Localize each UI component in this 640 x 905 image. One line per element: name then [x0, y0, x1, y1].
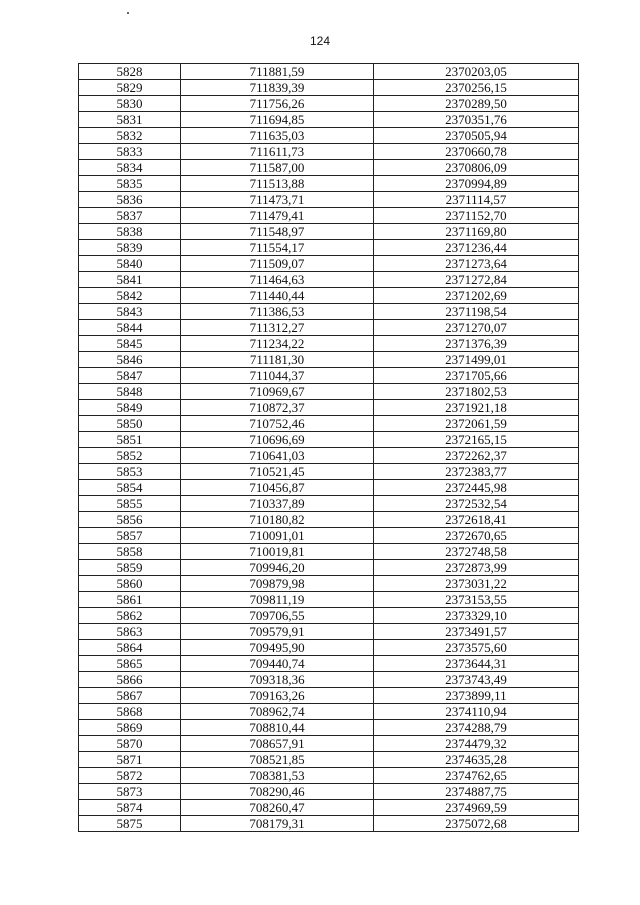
y-coordinate-cell: 2372061,59	[374, 416, 579, 432]
point-number-cell: 5872	[79, 768, 181, 784]
table-row	[79, 400, 579, 416]
table-row	[79, 336, 579, 352]
point-number-cell: 5832	[79, 128, 181, 144]
point-number-cell: 5857	[79, 528, 181, 544]
scan-speck	[127, 12, 129, 14]
y-coordinate-cell: 2371152,70	[374, 208, 579, 224]
y-coordinate-cell: 2371705,66	[374, 368, 579, 384]
table-row	[79, 816, 579, 832]
y-coordinate-cell: 2372262,37	[374, 448, 579, 464]
y-coordinate-cell: 2373644,31	[374, 656, 579, 672]
point-number-cell: 5841	[79, 272, 181, 288]
table-row	[79, 672, 579, 688]
table-row	[79, 528, 579, 544]
y-coordinate-cell: 2371802,53	[374, 384, 579, 400]
x-coordinate-cell: 708810,44	[181, 720, 374, 736]
y-coordinate-cell: 2371499,01	[374, 352, 579, 368]
y-coordinate-cell: 2374479,32	[374, 736, 579, 752]
x-coordinate-cell: 711611,73	[181, 144, 374, 160]
point-number-cell: 5875	[79, 816, 181, 832]
point-number-cell: 5837	[79, 208, 181, 224]
table-row	[79, 736, 579, 752]
y-coordinate-cell: 2374762,65	[374, 768, 579, 784]
x-coordinate-cell: 711386,53	[181, 304, 374, 320]
point-number-cell: 5855	[79, 496, 181, 512]
point-number-cell: 5852	[79, 448, 181, 464]
point-number-cell: 5847	[79, 368, 181, 384]
table-row	[79, 112, 579, 128]
point-number-cell: 5854	[79, 480, 181, 496]
table-row	[79, 576, 579, 592]
point-number-cell: 5867	[79, 688, 181, 704]
table-row	[79, 432, 579, 448]
x-coordinate-cell: 711181,30	[181, 352, 374, 368]
y-coordinate-cell: 2374969,59	[374, 800, 579, 816]
x-coordinate-cell: 708521,85	[181, 752, 374, 768]
table-row	[79, 512, 579, 528]
coordinates-table-body	[79, 64, 579, 832]
point-number-cell: 5831	[79, 112, 181, 128]
y-coordinate-cell: 2371236,44	[374, 240, 579, 256]
x-coordinate-cell: 711881,59	[181, 64, 374, 80]
y-coordinate-cell: 2373031,22	[374, 576, 579, 592]
y-coordinate-cell: 2371376,39	[374, 336, 579, 352]
x-coordinate-cell: 711440,44	[181, 288, 374, 304]
x-coordinate-cell: 708260,47	[181, 800, 374, 816]
point-number-cell: 5856	[79, 512, 181, 528]
point-number-cell: 5828	[79, 64, 181, 80]
y-coordinate-cell: 2373743,49	[374, 672, 579, 688]
x-coordinate-cell: 709495,90	[181, 640, 374, 656]
x-coordinate-cell: 711839,39	[181, 80, 374, 96]
x-coordinate-cell: 709440,74	[181, 656, 374, 672]
x-coordinate-cell: 709706,55	[181, 608, 374, 624]
y-coordinate-cell: 2373153,55	[374, 592, 579, 608]
table-row	[79, 464, 579, 480]
point-number-cell: 5865	[79, 656, 181, 672]
x-coordinate-cell: 711513,88	[181, 176, 374, 192]
table-row	[79, 128, 579, 144]
table-row	[79, 800, 579, 816]
y-coordinate-cell: 2374288,79	[374, 720, 579, 736]
x-coordinate-cell: 709163,26	[181, 688, 374, 704]
table-row	[79, 256, 579, 272]
point-number-cell: 5861	[79, 592, 181, 608]
x-coordinate-cell: 710019,81	[181, 544, 374, 560]
x-coordinate-cell: 711548,97	[181, 224, 374, 240]
x-coordinate-cell: 709579,91	[181, 624, 374, 640]
table-row	[79, 768, 579, 784]
x-coordinate-cell: 711509,07	[181, 256, 374, 272]
y-coordinate-cell: 2371198,54	[374, 304, 579, 320]
x-coordinate-cell: 708381,53	[181, 768, 374, 784]
x-coordinate-cell: 709879,98	[181, 576, 374, 592]
table-row	[79, 176, 579, 192]
point-number-cell: 5835	[79, 176, 181, 192]
point-number-cell: 5842	[79, 288, 181, 304]
x-coordinate-cell: 711479,41	[181, 208, 374, 224]
x-coordinate-cell: 710872,37	[181, 400, 374, 416]
x-coordinate-cell: 710337,89	[181, 496, 374, 512]
y-coordinate-cell: 2372873,99	[374, 560, 579, 576]
y-coordinate-cell: 2370994,89	[374, 176, 579, 192]
x-coordinate-cell: 709318,36	[181, 672, 374, 688]
y-coordinate-cell: 2373575,60	[374, 640, 579, 656]
y-coordinate-cell: 2372618,41	[374, 512, 579, 528]
point-number-cell: 5840	[79, 256, 181, 272]
y-coordinate-cell: 2370806,09	[374, 160, 579, 176]
y-coordinate-cell: 2371169,80	[374, 224, 579, 240]
x-coordinate-cell: 710091,01	[181, 528, 374, 544]
point-number-cell: 5839	[79, 240, 181, 256]
y-coordinate-cell: 2371272,84	[374, 272, 579, 288]
table-row	[79, 688, 579, 704]
point-number-cell: 5849	[79, 400, 181, 416]
x-coordinate-cell: 708657,91	[181, 736, 374, 752]
x-coordinate-cell: 711312,27	[181, 320, 374, 336]
y-coordinate-cell: 2370351,76	[374, 112, 579, 128]
table-row	[79, 192, 579, 208]
x-coordinate-cell: 708962,74	[181, 704, 374, 720]
x-coordinate-cell: 709811,19	[181, 592, 374, 608]
y-coordinate-cell: 2372383,77	[374, 464, 579, 480]
point-number-cell: 5866	[79, 672, 181, 688]
x-coordinate-cell: 710180,82	[181, 512, 374, 528]
x-coordinate-cell: 709946,20	[181, 560, 374, 576]
point-number-cell: 5843	[79, 304, 181, 320]
y-coordinate-cell: 2373491,57	[374, 624, 579, 640]
y-coordinate-cell: 2371273,64	[374, 256, 579, 272]
y-coordinate-cell: 2374110,94	[374, 704, 579, 720]
table-row	[79, 448, 579, 464]
y-coordinate-cell: 2372670,65	[374, 528, 579, 544]
point-number-cell: 5873	[79, 784, 181, 800]
x-coordinate-cell: 708290,46	[181, 784, 374, 800]
x-coordinate-cell: 711473,71	[181, 192, 374, 208]
point-number-cell: 5859	[79, 560, 181, 576]
x-coordinate-cell: 710641,03	[181, 448, 374, 464]
x-coordinate-cell: 711635,03	[181, 128, 374, 144]
table-row	[79, 656, 579, 672]
y-coordinate-cell: 2373899,11	[374, 688, 579, 704]
x-coordinate-cell: 711234,22	[181, 336, 374, 352]
point-number-cell: 5874	[79, 800, 181, 816]
point-number-cell: 5845	[79, 336, 181, 352]
table-row	[79, 416, 579, 432]
x-coordinate-cell: 711587,00	[181, 160, 374, 176]
x-coordinate-cell: 711044,37	[181, 368, 374, 384]
y-coordinate-cell: 2371202,69	[374, 288, 579, 304]
y-coordinate-cell: 2371270,07	[374, 320, 579, 336]
y-coordinate-cell: 2372445,98	[374, 480, 579, 496]
point-number-cell: 5871	[79, 752, 181, 768]
table-row	[79, 720, 579, 736]
y-coordinate-cell: 2370505,94	[374, 128, 579, 144]
point-number-cell: 5860	[79, 576, 181, 592]
table-row	[79, 640, 579, 656]
point-number-cell: 5830	[79, 96, 181, 112]
point-number-cell: 5870	[79, 736, 181, 752]
x-coordinate-cell: 708179,31	[181, 816, 374, 832]
y-coordinate-cell: 2375072,68	[374, 816, 579, 832]
x-coordinate-cell: 711554,17	[181, 240, 374, 256]
y-coordinate-cell: 2373329,10	[374, 608, 579, 624]
point-number-cell: 5858	[79, 544, 181, 560]
y-coordinate-cell: 2370660,78	[374, 144, 579, 160]
point-number-cell: 5838	[79, 224, 181, 240]
point-number-cell: 5869	[79, 720, 181, 736]
table-row	[79, 64, 579, 80]
table-row	[79, 384, 579, 400]
point-number-cell: 5850	[79, 416, 181, 432]
x-coordinate-cell: 710456,87	[181, 480, 374, 496]
table-row	[79, 96, 579, 112]
table-row	[79, 368, 579, 384]
y-coordinate-cell: 2372165,15	[374, 432, 579, 448]
point-number-cell: 5851	[79, 432, 181, 448]
point-number-cell: 5864	[79, 640, 181, 656]
table-row	[79, 144, 579, 160]
point-number-cell: 5868	[79, 704, 181, 720]
y-coordinate-cell: 2371921,18	[374, 400, 579, 416]
point-number-cell: 5846	[79, 352, 181, 368]
table-row	[79, 592, 579, 608]
point-number-cell: 5833	[79, 144, 181, 160]
table-row	[79, 496, 579, 512]
table-row	[79, 224, 579, 240]
point-number-cell: 5836	[79, 192, 181, 208]
x-coordinate-cell: 711756,26	[181, 96, 374, 112]
x-coordinate-cell: 711694,85	[181, 112, 374, 128]
y-coordinate-cell: 2371114,57	[374, 192, 579, 208]
x-coordinate-cell: 710696,69	[181, 432, 374, 448]
point-number-cell: 5844	[79, 320, 181, 336]
table-row	[79, 560, 579, 576]
y-coordinate-cell: 2372532,54	[374, 496, 579, 512]
table-row	[79, 240, 579, 256]
table-row	[79, 624, 579, 640]
table-row	[79, 304, 579, 320]
table-row	[79, 208, 579, 224]
point-number-cell: 5853	[79, 464, 181, 480]
x-coordinate-cell: 711464,63	[181, 272, 374, 288]
table-row	[79, 784, 579, 800]
y-coordinate-cell: 2374635,28	[374, 752, 579, 768]
table-row	[79, 608, 579, 624]
table-row	[79, 352, 579, 368]
x-coordinate-cell: 710969,67	[181, 384, 374, 400]
table-row	[79, 752, 579, 768]
table-row	[79, 272, 579, 288]
point-number-cell: 5862	[79, 608, 181, 624]
x-coordinate-cell: 710521,45	[181, 464, 374, 480]
point-number-cell: 5848	[79, 384, 181, 400]
x-coordinate-cell: 710752,46	[181, 416, 374, 432]
table-row	[79, 480, 579, 496]
table-row	[79, 320, 579, 336]
point-number-cell: 5829	[79, 80, 181, 96]
page-number: 124	[309, 34, 331, 48]
table-row	[79, 704, 579, 720]
y-coordinate-cell: 2370289,50	[374, 96, 579, 112]
table-row	[79, 80, 579, 96]
y-coordinate-cell: 2370256,15	[374, 80, 579, 96]
coordinates-table	[78, 63, 579, 832]
y-coordinate-cell: 2370203,05	[374, 64, 579, 80]
y-coordinate-cell: 2372748,58	[374, 544, 579, 560]
point-number-cell: 5834	[79, 160, 181, 176]
table-row	[79, 288, 579, 304]
point-number-cell: 5863	[79, 624, 181, 640]
y-coordinate-cell: 2374887,75	[374, 784, 579, 800]
table-row	[79, 160, 579, 176]
table-row	[79, 544, 579, 560]
